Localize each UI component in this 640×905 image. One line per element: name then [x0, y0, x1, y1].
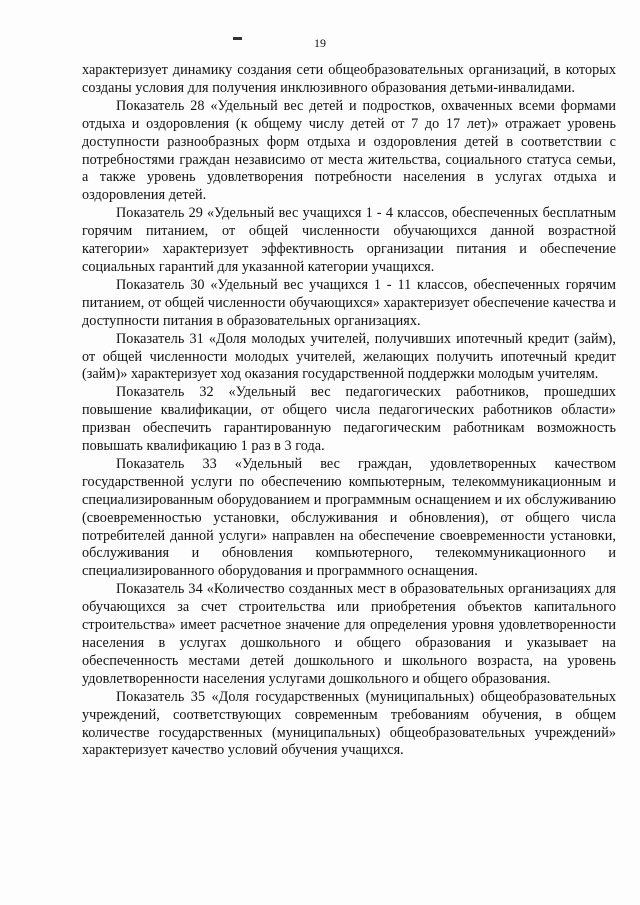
paragraph-indicator-33: Показатель 33 «Удельный вес граждан, удовлетворенных качеством государственной услуги по обеспечению компьютерным, телекоммуникационным и специализированным оборудованием и программным оснащением и их обслуживанию (своевременностью установки, обслуживания и обновления), от общего числа потребителей данной услуги» направлен на обеспечение своевременности установки, обслуживания и обновления компьютерного, телекоммуникационного и специализированного оборудования и программного оснащения.: [82, 455, 616, 580]
paragraph-continuation: характеризует динамику создания сети общеобразовательных организаций, в которых созданы условия для получения инклюзивного образования детьми-инвалидами.: [82, 62, 616, 96]
paragraph-indicator-32: Показатель 32 «Удельный вес педагогических работников, прошедших повышение квалификации, от общего числа педагогических работников области» призван обеспечить гарантированную педагогическим работникам возможность повышать квалификацию 1 раз в 3 года.: [82, 384, 616, 455]
paragraph-indicator-30: Показатель 30 «Удельный вес учащихся 1 - 11 классов, обеспеченных горячим питанием, от общей численности обучающихся» характеризует обеспечение качества и доступности питания в образовательных организациях.: [82, 276, 616, 329]
paragraph-indicator-31: Показатель 31 «Доля молодых учителей, получивших ипотечный кредит (займ), от общей численности молодых учителей, желающих получить ипотечный кредит (займ)» характеризует ход оказания государственной поддержки молодым учителям.: [82, 330, 616, 383]
paragraph-indicator-34: Показатель 34 «Количество созданных мест в образовательных организациях для обучающихся за счет строительства или приобретения объектов капитального строительства» имеет расчетное значение для определения уровня удовлетворенности населения в услугах дошкольного и общего образования и указывает на обеспеченность местами детей дошкольного и школьного возраста, на уровень удовлетворенности населения услугами дошкольного и общего образования.: [82, 581, 616, 687]
paragraph-indicator-29: Показатель 29 «Удельный вес учащихся 1 - 4 классов, обеспеченных бесплатным горячим питанием, от общей численности обучающихся данной возрастной категории» характеризует эффективность организации питания и обеспечение социальных гарантий для указанной категории учащихся.: [82, 205, 616, 275]
paragraph-indicator-28: Показатель 28 «Удельный вес детей и подростков, охваченных всеми формами отдыха и оздоровления (к общему числу детей от 7 до 17 лет)» отражает уровень доступности разнообразных форм отдыха и оздоровления детей в соответствии с потребностями граждан независимо от места жительства, социального статуса семьи, а также уровень удовлетворения потребности населения в услугах отдыха и оздоровления детей.: [82, 97, 616, 204]
paragraph-indicator-35: Показатель 35 «Доля государственных (муниципальных) общеобразовательных учреждений, соответствующих современным требованиям обучения, в общем количестве государственных (муниципальных) общеобразовательных учреждений» характеризует качество условий обучения учащихся.: [82, 688, 616, 759]
page-number: 19: [314, 36, 326, 50]
document-body: [82, 62, 616, 760]
